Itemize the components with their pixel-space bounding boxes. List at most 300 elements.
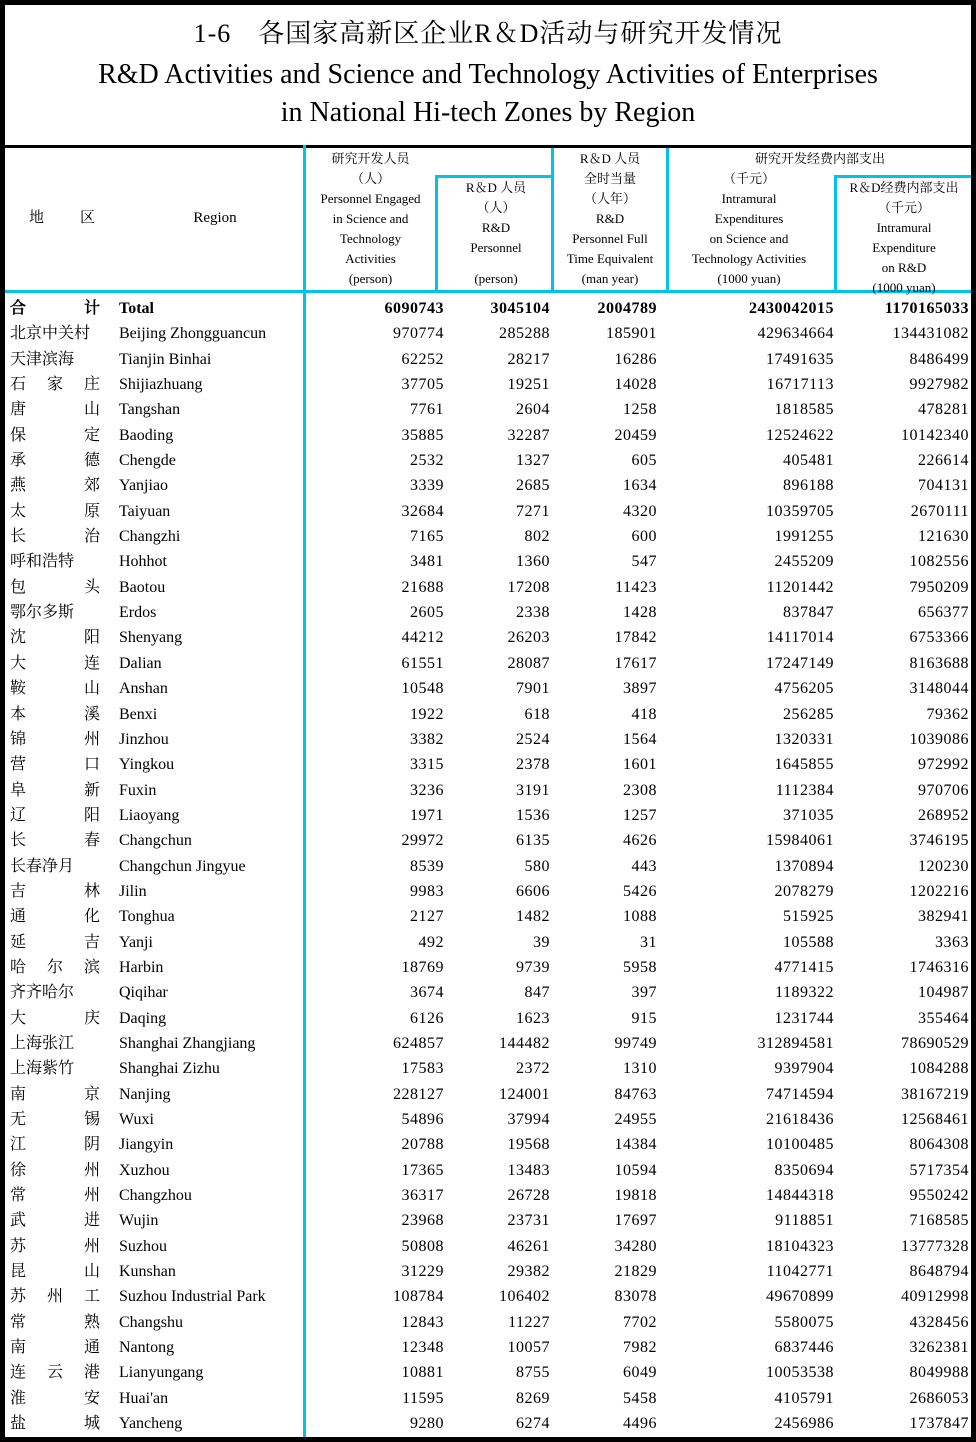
value-cell: 2532	[410, 452, 444, 470]
region-name-zh-text: 天津滨海	[10, 350, 75, 368]
region-name-zh	[5, 1234, 119, 1259]
value-cell: 837847	[783, 604, 834, 622]
value-cell: 1818585	[774, 401, 834, 419]
value-cell: 226614	[918, 452, 969, 470]
header-line: Expenditures	[714, 211, 784, 226]
value-cell: 10057	[507, 1339, 550, 1357]
value-cell: 2078279	[774, 882, 834, 900]
region-name-en: Nantong	[119, 1339, 175, 1357]
table-row	[5, 549, 971, 574]
region-name-zh	[5, 1335, 119, 1360]
value-cell: 40912998	[901, 1288, 969, 1306]
table-row	[5, 1183, 971, 1208]
value-cell: 26203	[507, 629, 550, 647]
table-row	[5, 803, 971, 828]
region-name-zh	[5, 828, 119, 853]
region-name-en: Changshu	[119, 1313, 183, 1331]
table-row	[5, 575, 971, 600]
value-cell: 2372	[516, 1060, 550, 1078]
region-name-en: Jinzhou	[119, 730, 169, 748]
value-cell: 3481	[410, 553, 444, 571]
region-name-en: Liaoyang	[119, 806, 180, 824]
region-name-zh	[5, 347, 119, 372]
value-cell: 915	[631, 1009, 657, 1027]
region-name-zh-text: 石 家 庄	[10, 376, 100, 394]
value-cell: 9983	[410, 882, 444, 900]
region-name-en: Tianjin Binhai	[119, 350, 212, 368]
region-name-zh-text: 北京中关村	[10, 325, 91, 343]
value-cell: 1189322	[775, 984, 834, 1002]
value-cell: 2605	[410, 604, 444, 622]
value-cell: 10053538	[766, 1364, 834, 1382]
table-row	[5, 955, 971, 980]
value-cell: 12524622	[766, 426, 834, 444]
table-row	[5, 1006, 971, 1031]
value-cell: 2670111	[910, 502, 969, 520]
value-cell: 3674	[410, 984, 444, 1002]
value-cell: 397	[631, 984, 657, 1002]
value-cell: 11423	[615, 578, 657, 596]
value-cell: 1231744	[774, 1009, 834, 1027]
header-divider-line	[666, 148, 669, 290]
value-cell: 84763	[614, 1085, 657, 1103]
region-name-zh	[5, 321, 119, 346]
region-name-en: Taiyuan	[119, 502, 171, 520]
region-name-en: Huai'an	[119, 1389, 169, 1407]
header-line: R＆D 人员	[579, 151, 641, 166]
header-col-exp-rd-unit: (1000 yuan)	[872, 280, 936, 295]
region-name-zh	[5, 1259, 119, 1284]
header-line: in Science and	[332, 211, 409, 226]
value-cell: 8486499	[909, 350, 969, 368]
value-cell: 8269	[516, 1389, 550, 1407]
region-name-zh	[5, 778, 119, 803]
value-cell: 5580075	[774, 1313, 834, 1331]
value-cell: 2685	[516, 477, 550, 495]
table-row	[5, 321, 971, 346]
region-name-zh	[5, 575, 119, 600]
table-row	[5, 448, 971, 473]
value-cell: 10142340	[901, 426, 969, 444]
table-row	[5, 1132, 971, 1157]
region-name-zh-text: 太 原	[10, 502, 100, 520]
value-cell: 1112384	[775, 781, 834, 799]
region-name-zh-text: 常 州	[10, 1187, 100, 1205]
table-row	[5, 1411, 971, 1436]
value-cell: 6606	[516, 882, 550, 900]
value-cell: 547	[631, 553, 657, 571]
region-name-zh	[5, 676, 119, 701]
value-cell: 1327	[516, 452, 550, 470]
value-cell: 15984061	[766, 832, 834, 850]
value-cell: 28217	[507, 350, 550, 368]
value-cell: 1623	[516, 1009, 550, 1027]
region-name-en: Lianyungang	[119, 1364, 204, 1382]
value-cell: 6837446	[774, 1339, 834, 1357]
value-cell: 5458	[623, 1389, 657, 1407]
value-cell: 405481	[783, 452, 834, 470]
value-cell: 515925	[783, 908, 834, 926]
region-name-en: Fuxin	[119, 781, 157, 799]
region-name-en: Dalian	[119, 654, 162, 672]
header-line: Personnel	[470, 240, 522, 255]
region-name-zh	[5, 980, 119, 1005]
header-line: （千元）	[877, 200, 930, 215]
value-cell: 29972	[401, 832, 444, 850]
region-name-zh	[5, 423, 119, 448]
table-row	[5, 524, 971, 549]
region-name-zh-text: 常 熟	[10, 1313, 100, 1331]
value-cell: 1991255	[774, 528, 834, 546]
region-name-zh	[5, 752, 119, 777]
region-name-zh-text: 无 锡	[10, 1111, 100, 1128]
region-name-zh	[5, 397, 119, 422]
region-name-zh	[5, 448, 119, 473]
region-name-zh-text: 合 计	[10, 300, 100, 317]
value-cell: 24955	[614, 1111, 657, 1128]
table-row	[5, 499, 971, 524]
header-line: (man year)	[581, 271, 639, 286]
region-name-en: Baoding	[119, 426, 174, 444]
header-line: Time Equivalent	[566, 251, 654, 266]
value-cell: 429634664	[757, 325, 834, 343]
region-name-zh-text: 齐齐哈尔	[10, 984, 75, 1002]
table-row	[5, 904, 971, 929]
table-row	[5, 397, 971, 422]
value-cell: 9118851	[775, 1212, 834, 1230]
value-cell: 7702	[623, 1313, 657, 1331]
value-cell: 19818	[614, 1187, 657, 1205]
table-body	[5, 293, 971, 1437]
region-name-en: Qiqihar	[119, 984, 168, 1002]
region-name-zh-text: 唐 山	[10, 401, 100, 419]
value-cell: 478281	[918, 401, 969, 419]
data-table	[5, 145, 971, 1437]
value-cell: 4771415	[774, 958, 834, 976]
value-cell: 11201442	[766, 578, 834, 596]
value-cell: 18104323	[766, 1237, 834, 1255]
value-cell: 7950209	[909, 578, 969, 596]
header-line: Intramural	[721, 191, 777, 206]
region-name-en: Shijiazhuang	[119, 376, 203, 394]
value-cell: 79362	[926, 705, 969, 723]
header-line: on R&D	[881, 260, 927, 275]
value-cell: 19251	[507, 376, 550, 394]
header-line: R＆D经费内部支出	[849, 180, 959, 195]
value-cell: 12568461	[901, 1111, 969, 1128]
value-cell: 896188	[783, 477, 834, 495]
value-cell: 18769	[401, 958, 444, 976]
region-name-zh	[5, 1082, 119, 1107]
region-name-zh-text: 盐 城	[10, 1415, 100, 1433]
region-name-zh	[5, 296, 119, 321]
value-cell: 605	[631, 452, 657, 470]
region-name-en: Suzhou Industrial Park	[119, 1288, 266, 1306]
value-cell: 3236	[410, 781, 444, 799]
region-name-en: Anshan	[119, 680, 168, 698]
value-cell: 704131	[918, 477, 969, 495]
value-cell: 17365	[401, 1161, 444, 1179]
value-cell: 31229	[401, 1263, 444, 1281]
region-name-en: Changchun Jingyue	[119, 857, 246, 875]
value-cell: 285288	[499, 325, 550, 343]
value-cell: 8163688	[909, 654, 969, 672]
value-cell: 7165	[410, 528, 444, 546]
region-name-zh	[5, 1132, 119, 1157]
value-cell: 492	[418, 933, 444, 951]
value-cell: 8539	[410, 857, 444, 875]
header-col-exp-rd-lines	[837, 178, 971, 278]
header-line: R&D	[481, 220, 511, 235]
region-name-zh	[5, 1360, 119, 1385]
value-cell: 847	[524, 984, 550, 1002]
region-name-zh-text: 吉 林	[10, 882, 100, 900]
value-cell: 34280	[614, 1237, 657, 1255]
value-cell: 8648794	[909, 1263, 969, 1281]
value-cell: 2308	[623, 781, 657, 799]
region-name-zh	[5, 1284, 119, 1309]
value-cell: 16717113	[766, 376, 834, 394]
region-name-zh	[5, 930, 119, 955]
value-cell: 44212	[401, 629, 444, 647]
header-col-exp-rd	[834, 175, 971, 295]
region-name-zh	[5, 803, 119, 828]
header-line: （千元）	[722, 171, 775, 186]
value-cell: 1737847	[909, 1415, 969, 1433]
value-cell: 2378	[516, 756, 550, 774]
table-row	[5, 1158, 971, 1183]
region-name-zh-text: 本 溪	[10, 705, 100, 723]
value-cell: 10359705	[766, 502, 834, 520]
value-cell: 14384	[614, 1136, 657, 1154]
table-row	[5, 752, 971, 777]
value-cell: 268952	[918, 806, 969, 824]
value-cell: 371035	[783, 806, 834, 824]
region-name-en: Daqing	[119, 1009, 167, 1027]
value-cell: 8350694	[774, 1161, 834, 1179]
value-cell: 1536	[516, 806, 550, 824]
header-col-rd-personnel	[435, 175, 554, 290]
value-cell: 1202216	[909, 882, 969, 900]
header-col-rd-personnel-unit: (person)	[474, 271, 518, 286]
value-cell: 3897	[623, 680, 657, 698]
region-name-zh-text: 燕 郊	[10, 477, 100, 495]
value-cell: 38167219	[901, 1085, 969, 1103]
value-cell: 124001	[499, 1085, 550, 1103]
region-name-zh	[5, 702, 119, 727]
value-cell: 35885	[401, 426, 444, 444]
region-name-zh	[5, 1386, 119, 1411]
table-row	[5, 1107, 971, 1132]
value-cell: 2127	[410, 908, 444, 926]
table-row	[5, 727, 971, 752]
value-cell: 312894581	[757, 1034, 834, 1052]
header-line: Technology Activities	[691, 251, 807, 266]
value-cell: 7901	[516, 680, 550, 698]
value-cell: 121630	[918, 528, 969, 546]
header-line: on Science and	[709, 231, 789, 246]
region-name-zh-text: 呼和浩特	[10, 553, 75, 571]
region-name-en: Suzhou	[119, 1237, 167, 1255]
value-cell: 37705	[401, 376, 444, 394]
value-cell: 3148044	[909, 680, 969, 698]
value-cell: 17491635	[766, 350, 834, 368]
value-cell: 256285	[783, 705, 834, 723]
region-name-en: Total	[119, 300, 154, 317]
region-name-zh-text: 延 吉	[10, 933, 100, 951]
value-cell: 7271	[516, 502, 550, 520]
value-cell: 83078	[614, 1288, 657, 1306]
region-name-zh	[5, 473, 119, 498]
region-name-zh-text: 沈 阳	[10, 629, 100, 647]
value-cell: 8049988	[909, 1364, 969, 1382]
value-cell: 144482	[499, 1034, 550, 1052]
header-line: Expenditure	[872, 240, 936, 255]
value-cell: 4105791	[774, 1389, 834, 1407]
region-name-zh	[5, 625, 119, 650]
table-row	[5, 854, 971, 879]
value-cell: 10548	[401, 680, 444, 698]
region-name-en: Xuzhou	[119, 1161, 170, 1179]
value-cell: 1039086	[909, 730, 969, 748]
value-cell: 5426	[623, 882, 657, 900]
region-name-en: Tonghua	[119, 908, 175, 926]
value-cell: 10881	[401, 1364, 444, 1382]
value-cell: 134431082	[892, 325, 969, 343]
title-zh: 1-6 各国家高新区企业R＆D活动与研究开发情况	[193, 19, 783, 48]
value-cell: 78690529	[901, 1034, 969, 1052]
value-cell: 13777328	[901, 1237, 969, 1255]
header-divider-line	[551, 148, 554, 290]
value-cell: 3262381	[909, 1339, 969, 1357]
header-line: （人）	[476, 200, 516, 215]
table-row	[5, 1208, 971, 1233]
value-cell: 4626	[623, 832, 657, 850]
region-name-zh	[5, 1056, 119, 1081]
value-cell: 21829	[614, 1263, 657, 1281]
region-name-zh-text: 阜 新	[10, 781, 100, 799]
value-cell: 9739	[516, 958, 550, 976]
title-en-line1: R&D Activities and Science and Technology Activities of Enterprises	[98, 59, 878, 90]
region-name-zh	[5, 904, 119, 929]
header-line: (person)	[348, 271, 393, 286]
value-cell: 46261	[507, 1237, 550, 1255]
value-cell: 31	[640, 933, 657, 951]
value-cell: 1482	[516, 908, 550, 926]
value-cell: 16286	[614, 350, 657, 368]
value-cell: 14028	[614, 376, 657, 394]
value-cell: 7761	[410, 401, 444, 419]
value-cell: 20788	[401, 1136, 444, 1154]
header-col-rd-personnel-lines	[438, 178, 554, 258]
header-line: 研究开发人员	[331, 151, 410, 166]
value-cell: 1320331	[774, 730, 834, 748]
header-line: Activities	[345, 251, 396, 266]
region-name-en: Baotou	[119, 578, 166, 596]
value-cell: 3045104	[490, 300, 550, 317]
region-name-en: Shanghai Zhangjiang	[119, 1034, 256, 1052]
table-row	[5, 879, 971, 904]
region-name-zh-text: 上海紫竹	[10, 1060, 75, 1078]
region-name-zh-text: 南 京	[10, 1085, 100, 1103]
value-cell: 8064308	[909, 1136, 969, 1154]
value-cell: 4328456	[909, 1313, 969, 1331]
value-cell: 9397904	[774, 1060, 834, 1078]
header-line: Personnel Engaged	[320, 191, 421, 206]
value-cell: 6274	[516, 1415, 550, 1433]
region-name-en: Beijing Zhongguancun	[119, 325, 267, 343]
value-cell: 1084288	[909, 1060, 969, 1078]
value-cell: 2524	[516, 730, 550, 748]
region-name-en: Wuxi	[119, 1111, 154, 1128]
value-cell: 1310	[623, 1060, 657, 1078]
region-name-zh	[5, 524, 119, 549]
value-cell: 4320	[623, 502, 657, 520]
region-name-en: Harbin	[119, 958, 164, 976]
value-cell: 1746316	[909, 958, 969, 976]
value-cell: 23968	[401, 1212, 444, 1230]
value-cell: 2338	[516, 604, 550, 622]
value-cell: 13483	[507, 1161, 550, 1179]
region-name-en: Changzhi	[119, 528, 181, 546]
value-cell: 970774	[393, 325, 444, 343]
value-cell: 6753366	[909, 629, 969, 647]
value-cell: 618	[524, 705, 550, 723]
region-name-zh-text: 保 定	[10, 426, 100, 444]
header-line: Personnel Full	[572, 231, 648, 246]
table-row	[5, 980, 971, 1005]
value-cell: 20459	[614, 426, 657, 444]
region-name-zh-text: 武 进	[10, 1212, 100, 1230]
value-cell: 12348	[401, 1339, 444, 1357]
value-cell: 104987	[918, 984, 969, 1002]
value-cell: 7168585	[909, 1212, 969, 1230]
value-cell: 12843	[401, 1313, 444, 1331]
value-cell: 185901	[606, 325, 657, 343]
value-cell: 6049	[623, 1364, 657, 1382]
value-cell: 17208	[507, 578, 550, 596]
value-cell: 17697	[614, 1212, 657, 1230]
value-cell: 2004789	[597, 300, 657, 317]
header-region-zh: 地区	[29, 210, 95, 226]
region-name-en: Yancheng	[119, 1415, 183, 1433]
region-column-divider-line	[303, 145, 306, 1437]
value-cell: 6126	[410, 1009, 444, 1027]
table-row	[5, 423, 971, 448]
value-cell: 61551	[401, 654, 444, 672]
value-cell: 36317	[401, 1187, 444, 1205]
region-name-zh	[5, 651, 119, 676]
region-name-zh-text: 长春净月	[10, 857, 75, 875]
region-name-zh-text: 苏 州	[10, 1237, 100, 1255]
value-cell: 2455209	[774, 553, 834, 571]
region-name-en: Jiangyin	[119, 1136, 174, 1154]
value-cell: 28087	[507, 654, 550, 672]
header-col-personnel-st	[306, 149, 435, 290]
value-cell: 37994	[507, 1111, 550, 1128]
region-name-en: Kunshan	[119, 1263, 176, 1281]
value-cell: 17247149	[766, 654, 834, 672]
region-name-zh-text: 大 庆	[10, 1009, 100, 1027]
region-name-zh	[5, 1107, 119, 1132]
value-cell: 39	[533, 933, 550, 951]
value-cell: 21688	[401, 578, 444, 596]
table-row	[5, 625, 971, 650]
region-name-zh-text: 南 通	[10, 1339, 100, 1357]
region-name-zh	[5, 1208, 119, 1233]
region-name-en: Wujin	[119, 1212, 159, 1230]
region-name-zh-text: 辽 阳	[10, 806, 100, 824]
